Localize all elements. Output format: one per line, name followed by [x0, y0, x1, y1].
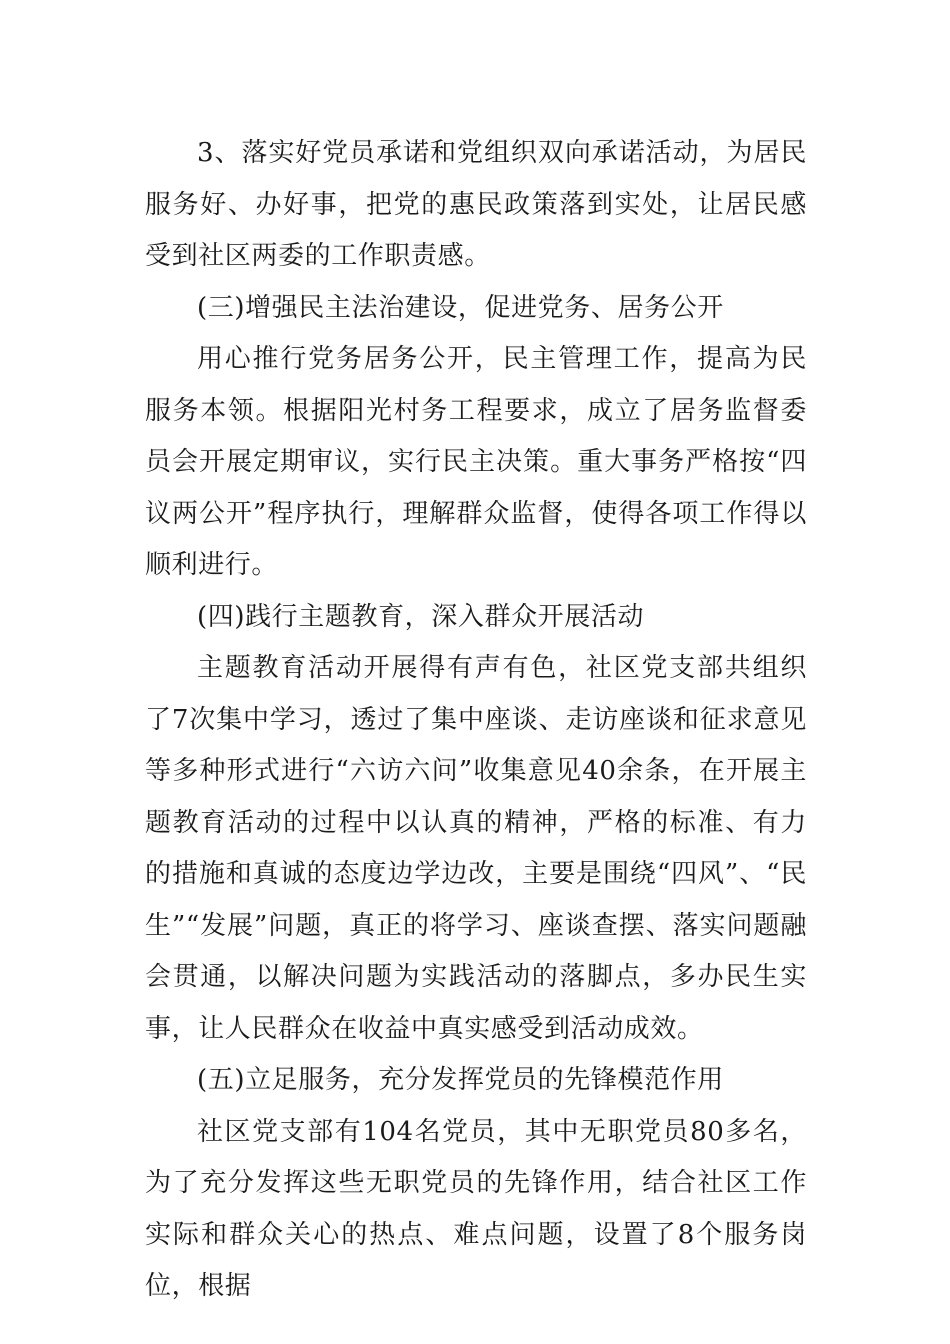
- paragraph-theme-education: 主题教育活动开展得有声有色，社区党支部共组织了7次集中学习，透过了集中座谈、走访座谈和征求意见等多种形式进行“六访六问”收集意见40余条，在开展主题教育活动的过程中以认真的精神，严格的标准、有力的措施和真诚的态度边学边改，主要是围绕“四风”、“民生”“发展”问题，真正的将学习、座谈查摆、落实问题融会贯通，以解决问题为实践活动的落脚点，多办民生实事，让人民群众在收益中真实感受到活动成效。: [145, 653, 807, 1044]
- section-heading-5: (五)立足服务，充分发挥党员的先锋模范作用: [197, 1065, 724, 1095]
- section-heading-4: (四)践行主题教育，深入群众开展活动: [197, 601, 645, 632]
- section-heading-3: (三)增强民主法治建设，促进党务、居务公开: [197, 292, 724, 323]
- paragraph-commitment: 3、落实好党员承诺和党组织双向承诺活动，为居民服务好、办好事，把党的惠民政策落到实处，让居民感受到社区两委的工作职责感。: [145, 138, 807, 271]
- paragraph-openness: 用心推行党务居务公开，民主管理工作，提高为民服务本领。根据阳光村务工程要求，成立了居务监督委员会开展定期审议，实行民主决策。重大事务严格按“四议两公开”程序执行，理解群众监督，使得各项工作得以顺利进行。: [145, 344, 807, 580]
- document-body: [145, 128, 807, 1313]
- paragraph-party-members: 社区党支部有104名党员，其中无职党员80多名，为了充分发挥这些无职党员的先锋作用，结合社区工作实际和群众关心的热点、难点问题，设置了8个服务岗位，根据: [145, 1116, 807, 1301]
